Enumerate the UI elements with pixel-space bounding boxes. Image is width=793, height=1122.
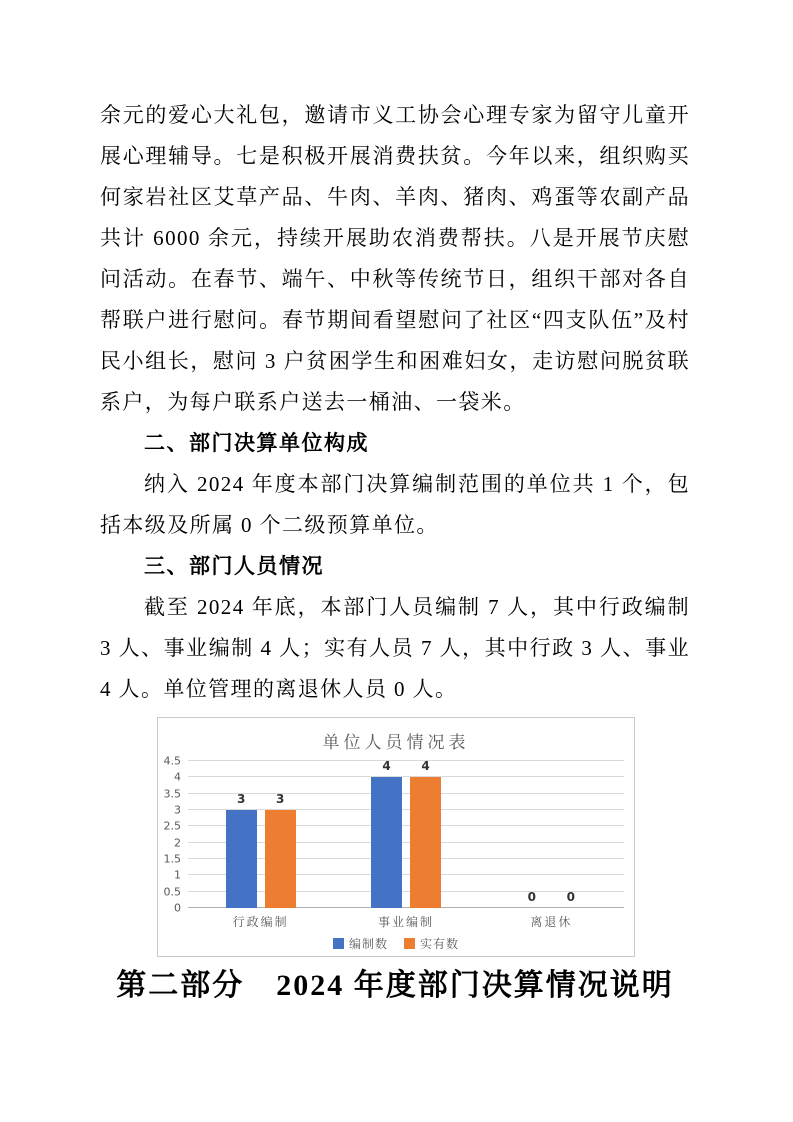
paragraph-personnel: 截至 2024 年底，本部门人员编制 7 人，其中行政编制 3 人、事业编制 4 人；实有人员 7 人，其中行政 3 人、事业 4 人。单位管理的离退休人员 0 人。 xyxy=(100,595,690,701)
category-label: 离退休 xyxy=(530,915,573,929)
bar-实有数-事业编制 xyxy=(410,777,441,908)
data-label: 3 xyxy=(275,792,285,806)
part-2-heading: 第二部分 2024 年度部门决算情况说明 xyxy=(116,969,674,1002)
y-tick-label: 4.5 xyxy=(163,754,181,768)
paragraph-unit-composition: 纳入 2024 年度本部门决算编制范围的单位共 1 个，包括本级及所属 0 个二级预算单位。 xyxy=(100,472,690,537)
y-tick-label: 1.5 xyxy=(163,852,181,866)
personnel-bar-chart xyxy=(157,717,635,957)
category-label: 行政编制 xyxy=(232,915,289,929)
legend-item xyxy=(333,935,388,952)
chart-plot-wrap xyxy=(158,754,634,915)
bar-编制数-行政编制 xyxy=(226,810,257,908)
chart-title: 单位人员情况表 xyxy=(322,733,470,753)
data-label: 0 xyxy=(527,890,537,904)
category-label: 事业编制 xyxy=(377,915,434,929)
heading-unit-composition: 二、部门决算单位构成 xyxy=(144,432,369,455)
data-label: 4 xyxy=(421,759,430,774)
bar-编制数-事业编制 xyxy=(371,777,402,908)
gridline xyxy=(188,776,624,777)
chart-plot-area xyxy=(188,761,624,908)
gridline xyxy=(188,760,624,761)
y-tick-label: 0.5 xyxy=(163,885,181,899)
paragraph-welfare-activities: 余元的爱心大礼包，邀请市义工协会心理专家为留守儿童开展心理辅导。七是积极开展消费扶贫。今年以来，组织购买何家岩社区艾草产品、牛肉、羊肉、猪肉、鸡蛋等农副产品共计 6000 余元，持续开展助农消费帮扶。八是开展节庆慰问活动。在春节、端午、中秋等传统节日，组织干部对各自帮联户进行慰问。春节期间看望慰问了社区“四支队伍”及村民小组长，慰问 3 户贫困学生和困难妇女，走访慰问脱贫联系户，为每户联系户送去一桶油、一袋米。 xyxy=(100,103,690,414)
data-label: 3 xyxy=(236,792,246,806)
heading-personnel: 三、部门人员情况 xyxy=(144,555,324,578)
chart-x-axis xyxy=(188,908,624,935)
bar-实有数-行政编制 xyxy=(265,810,296,908)
chart-y-axis xyxy=(158,754,188,915)
y-tick-label: 4 xyxy=(174,770,181,784)
gridline xyxy=(188,793,624,794)
data-label: 4 xyxy=(382,759,391,774)
legend-label: 编制数 xyxy=(348,937,388,951)
legend-swatch xyxy=(333,938,344,949)
y-tick-label: 2.5 xyxy=(163,819,181,833)
legend-label: 实有数 xyxy=(420,937,460,951)
y-tick-label: 1 xyxy=(174,868,181,882)
y-tick-label: 2 xyxy=(174,836,181,850)
chart-legend xyxy=(158,935,634,952)
legend-swatch xyxy=(404,938,415,949)
y-tick-label: 3.5 xyxy=(163,787,181,801)
y-tick-label: 0 xyxy=(174,901,181,915)
data-label: 0 xyxy=(566,890,576,904)
y-tick-label: 3 xyxy=(174,803,181,817)
legend-item xyxy=(404,935,459,952)
